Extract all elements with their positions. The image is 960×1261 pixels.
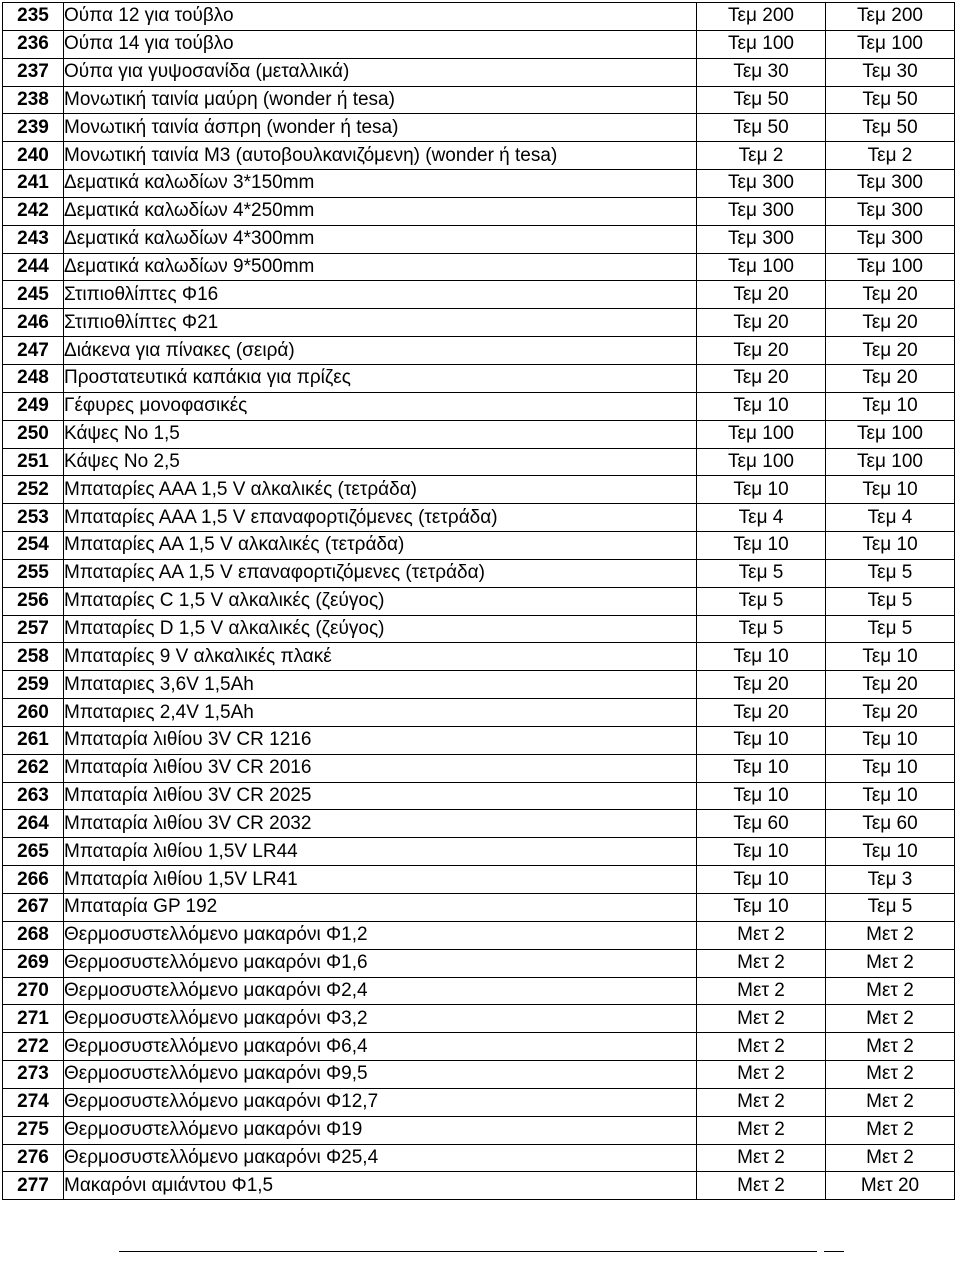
quantity-requested: Τεμ 10 bbox=[697, 476, 826, 504]
item-description: Μπαταρία λιθίου 3V CR 2032 bbox=[64, 810, 697, 838]
quantity-requested: Τεμ 10 bbox=[697, 782, 826, 810]
item-number: 265 bbox=[3, 838, 64, 866]
quantity-approved: Τεμ 10 bbox=[826, 643, 955, 671]
quantity-approved: Μετ 2 bbox=[826, 921, 955, 949]
table-row bbox=[3, 726, 955, 754]
quantity-requested: Τεμ 300 bbox=[697, 225, 826, 253]
item-number: 239 bbox=[3, 114, 64, 142]
quantity-approved: Μετ 2 bbox=[826, 977, 955, 1005]
quantity-requested: Τεμ 300 bbox=[697, 197, 826, 225]
item-number: 260 bbox=[3, 699, 64, 727]
item-description: Μονωτική ταινία μαύρη (wonder ή tesa) bbox=[64, 86, 697, 114]
quantity-approved: Τεμ 100 bbox=[826, 448, 955, 476]
item-number: 272 bbox=[3, 1033, 64, 1061]
table-row bbox=[3, 504, 955, 532]
table-row bbox=[3, 894, 955, 922]
quantity-approved: Τεμ 200 bbox=[826, 3, 955, 31]
quantity-requested: Τεμ 10 bbox=[697, 838, 826, 866]
quantity-requested: Τεμ 60 bbox=[697, 810, 826, 838]
item-description: Μακαρόνι αμιάντου Φ1,5 bbox=[64, 1172, 697, 1200]
item-description: Μπαταρία λιθίου 1,5V LR41 bbox=[64, 866, 697, 894]
signature-line-short bbox=[824, 1251, 844, 1252]
item-number: 237 bbox=[3, 58, 64, 86]
item-number: 254 bbox=[3, 532, 64, 560]
item-description: Δεματικά καλωδίων 3*150mm bbox=[64, 170, 697, 198]
item-number: 245 bbox=[3, 281, 64, 309]
item-number: 277 bbox=[3, 1172, 64, 1200]
item-description: Μπαταρία λιθίου 1,5V LR44 bbox=[64, 838, 697, 866]
item-description: Μπαταρίες ΑΑΑ 1,5 V αλκαλικές (τετράδα) bbox=[64, 476, 697, 504]
table-row bbox=[3, 392, 955, 420]
item-description: Θερμοσυστελλόμενο μακαρόνι Φ12,7 bbox=[64, 1088, 697, 1116]
item-description: Θερμοσυστελλόμενο μακαρόνι Φ3,2 bbox=[64, 1005, 697, 1033]
table-row bbox=[3, 643, 955, 671]
quantity-requested: Τεμ 10 bbox=[697, 866, 826, 894]
item-description: Θερμοσυστελλόμενο μακαρόνι Φ2,4 bbox=[64, 977, 697, 1005]
item-number: 266 bbox=[3, 866, 64, 894]
quantity-requested: Τεμ 200 bbox=[697, 3, 826, 31]
quantity-requested: Τεμ 20 bbox=[697, 337, 826, 365]
item-description: Θερμοσυστελλόμενο μακαρόνι Φ19 bbox=[64, 1116, 697, 1144]
table-row bbox=[3, 58, 955, 86]
item-number: 256 bbox=[3, 587, 64, 615]
item-description: Μπαταριες 3,6V 1,5Ah bbox=[64, 671, 697, 699]
table-row bbox=[3, 30, 955, 58]
item-number: 241 bbox=[3, 170, 64, 198]
item-number: 273 bbox=[3, 1061, 64, 1089]
table-row bbox=[3, 587, 955, 615]
quantity-requested: Τεμ 20 bbox=[697, 699, 826, 727]
quantity-requested: Τεμ 20 bbox=[697, 281, 826, 309]
item-description: Δεματικά καλωδίων 4*250mm bbox=[64, 197, 697, 225]
quantity-requested: Τεμ 2 bbox=[697, 142, 826, 170]
item-number: 259 bbox=[3, 671, 64, 699]
quantity-requested: Τεμ 10 bbox=[697, 643, 826, 671]
item-number: 246 bbox=[3, 309, 64, 337]
item-description: Μπαταρίες D 1,5 V αλκαλικές (ζεύγος) bbox=[64, 615, 697, 643]
table-row bbox=[3, 977, 955, 1005]
quantity-requested: Μετ 2 bbox=[697, 1033, 826, 1061]
quantity-approved: Μετ 2 bbox=[826, 1116, 955, 1144]
item-description: Μπαταρία λιθίου 3V CR 2025 bbox=[64, 782, 697, 810]
item-number: 240 bbox=[3, 142, 64, 170]
inventory-table-body bbox=[3, 3, 955, 1200]
quantity-requested: Τεμ 50 bbox=[697, 114, 826, 142]
table-row bbox=[3, 782, 955, 810]
quantity-requested: Μετ 2 bbox=[697, 1172, 826, 1200]
quantity-requested: Μετ 2 bbox=[697, 1005, 826, 1033]
quantity-requested: Τεμ 100 bbox=[697, 420, 826, 448]
inventory-table bbox=[2, 2, 955, 1200]
table-row bbox=[3, 3, 955, 31]
item-number: 267 bbox=[3, 894, 64, 922]
table-row bbox=[3, 86, 955, 114]
table-row bbox=[3, 142, 955, 170]
item-number: 263 bbox=[3, 782, 64, 810]
table-row bbox=[3, 1116, 955, 1144]
item-description: Θερμοσυστελλόμενο μακαρόνι Φ25,4 bbox=[64, 1144, 697, 1172]
table-row bbox=[3, 921, 955, 949]
quantity-approved: Μετ 2 bbox=[826, 949, 955, 977]
item-number: 276 bbox=[3, 1144, 64, 1172]
item-description: Στιπιοθλίπτες Φ21 bbox=[64, 309, 697, 337]
quantity-approved: Τεμ 10 bbox=[826, 392, 955, 420]
item-number: 275 bbox=[3, 1116, 64, 1144]
table-row bbox=[3, 1061, 955, 1089]
item-description: Ούπα 14 για τούβλο bbox=[64, 30, 697, 58]
quantity-approved: Τεμ 100 bbox=[826, 253, 955, 281]
quantity-requested: Τεμ 5 bbox=[697, 587, 826, 615]
quantity-requested: Τεμ 50 bbox=[697, 86, 826, 114]
quantity-requested: Τεμ 5 bbox=[697, 615, 826, 643]
item-number: 252 bbox=[3, 476, 64, 504]
quantity-requested: Τεμ 5 bbox=[697, 559, 826, 587]
item-description: Κάψες Νο 2,5 bbox=[64, 448, 697, 476]
item-number: 269 bbox=[3, 949, 64, 977]
quantity-requested: Τεμ 10 bbox=[697, 754, 826, 782]
quantity-approved: Τεμ 5 bbox=[826, 587, 955, 615]
item-description: Μπαταρίες ΑΑ 1,5 V επαναφορτιζόμενες (τετράδα) bbox=[64, 559, 697, 587]
quantity-approved: Τεμ 2 bbox=[826, 142, 955, 170]
table-row bbox=[3, 949, 955, 977]
quantity-requested: Τεμ 4 bbox=[697, 504, 826, 532]
item-number: 264 bbox=[3, 810, 64, 838]
quantity-approved: Μετ 2 bbox=[826, 1061, 955, 1089]
item-description: Διάκενα για πίνακες (σειρά) bbox=[64, 337, 697, 365]
quantity-approved: Τεμ 100 bbox=[826, 30, 955, 58]
quantity-requested: Μετ 2 bbox=[697, 1088, 826, 1116]
item-description: Θερμοσυστελλόμενο μακαρόνι Φ1,6 bbox=[64, 949, 697, 977]
item-description: Μπαταρίες C 1,5 V αλκαλικές (ζεύγος) bbox=[64, 587, 697, 615]
quantity-approved: Τεμ 50 bbox=[826, 86, 955, 114]
quantity-approved: Τεμ 10 bbox=[826, 726, 955, 754]
item-description: Μπαταρία λιθίου 3V CR 2016 bbox=[64, 754, 697, 782]
item-description: Μπαταρία GP 192 bbox=[64, 894, 697, 922]
item-number: 253 bbox=[3, 504, 64, 532]
item-number: 243 bbox=[3, 225, 64, 253]
table-row bbox=[3, 838, 955, 866]
quantity-approved: Τεμ 300 bbox=[826, 170, 955, 198]
quantity-requested: Μετ 2 bbox=[697, 921, 826, 949]
quantity-requested: Τεμ 10 bbox=[697, 726, 826, 754]
item-number: 247 bbox=[3, 337, 64, 365]
quantity-approved: Τεμ 5 bbox=[826, 559, 955, 587]
item-description: Μπαταρίες ΑΑ 1,5 V αλκαλικές (τετράδα) bbox=[64, 532, 697, 560]
quantity-approved: Τεμ 5 bbox=[826, 894, 955, 922]
quantity-approved: Τεμ 100 bbox=[826, 420, 955, 448]
quantity-approved: Τεμ 300 bbox=[826, 197, 955, 225]
item-description: Μονωτική ταινία άσπρη (wonder ή tesa) bbox=[64, 114, 697, 142]
quantity-requested: Μετ 2 bbox=[697, 977, 826, 1005]
quantity-approved: Μετ 2 bbox=[826, 1088, 955, 1116]
quantity-approved: Μετ 2 bbox=[826, 1144, 955, 1172]
quantity-approved: Τεμ 50 bbox=[826, 114, 955, 142]
item-description: Δεματικά καλωδίων 9*500mm bbox=[64, 253, 697, 281]
quantity-approved: Τεμ 10 bbox=[826, 782, 955, 810]
item-number: 238 bbox=[3, 86, 64, 114]
table-row bbox=[3, 420, 955, 448]
quantity-approved: Τεμ 30 bbox=[826, 58, 955, 86]
table-row bbox=[3, 1033, 955, 1061]
quantity-approved: Τεμ 10 bbox=[826, 838, 955, 866]
table-row bbox=[3, 615, 955, 643]
table-row bbox=[3, 281, 955, 309]
item-number: 244 bbox=[3, 253, 64, 281]
quantity-approved: Μετ 2 bbox=[826, 1005, 955, 1033]
quantity-approved: Τεμ 20 bbox=[826, 671, 955, 699]
item-description: Θερμοσυστελλόμενο μακαρόνι Φ9,5 bbox=[64, 1061, 697, 1089]
item-description: Μονωτική ταινία Μ3 (αυτοβουλκανιζόμενη) (wonder ή tesa) bbox=[64, 142, 697, 170]
item-description: Μπαταριες 2,4V 1,5Ah bbox=[64, 699, 697, 727]
quantity-approved: Τεμ 20 bbox=[826, 364, 955, 392]
quantity-approved: Μετ 2 bbox=[826, 1033, 955, 1061]
item-description: Δεματικά καλωδίων 4*300mm bbox=[64, 225, 697, 253]
table-row bbox=[3, 1088, 955, 1116]
table-row bbox=[3, 699, 955, 727]
item-description: Προστατευτικά καπάκια για πρίζες bbox=[64, 364, 697, 392]
quantity-requested: Μετ 2 bbox=[697, 949, 826, 977]
quantity-requested: Μετ 2 bbox=[697, 1061, 826, 1089]
table-row bbox=[3, 1005, 955, 1033]
quantity-requested: Τεμ 100 bbox=[697, 30, 826, 58]
table-row bbox=[3, 476, 955, 504]
quantity-requested: Τεμ 300 bbox=[697, 170, 826, 198]
table-row bbox=[3, 337, 955, 365]
item-number: 242 bbox=[3, 197, 64, 225]
table-row bbox=[3, 671, 955, 699]
table-row bbox=[3, 309, 955, 337]
item-number: 255 bbox=[3, 559, 64, 587]
quantity-approved: Τεμ 20 bbox=[826, 281, 955, 309]
table-row bbox=[3, 253, 955, 281]
quantity-approved: Τεμ 20 bbox=[826, 337, 955, 365]
quantity-requested: Τεμ 20 bbox=[697, 364, 826, 392]
item-description: Στιπιοθλίπτες Φ16 bbox=[64, 281, 697, 309]
table-row bbox=[3, 448, 955, 476]
quantity-requested: Τεμ 20 bbox=[697, 309, 826, 337]
quantity-requested: Τεμ 10 bbox=[697, 894, 826, 922]
table-row bbox=[3, 532, 955, 560]
item-number: 257 bbox=[3, 615, 64, 643]
item-description: Μπαταρίες 9 V αλκαλικές πλακέ bbox=[64, 643, 697, 671]
quantity-requested: Τεμ 30 bbox=[697, 58, 826, 86]
item-description: Γέφυρες μονοφασικές bbox=[64, 392, 697, 420]
item-number: 235 bbox=[3, 3, 64, 31]
table-row bbox=[3, 1144, 955, 1172]
item-description: Ούπα 12 για τούβλο bbox=[64, 3, 697, 31]
table-row bbox=[3, 1172, 955, 1200]
item-description: Κάψες Νο 1,5 bbox=[64, 420, 697, 448]
item-number: 268 bbox=[3, 921, 64, 949]
table-row bbox=[3, 170, 955, 198]
item-description: Μπαταρία λιθίου 3V CR 1216 bbox=[64, 726, 697, 754]
item-number: 250 bbox=[3, 420, 64, 448]
quantity-requested: Μετ 2 bbox=[697, 1144, 826, 1172]
quantity-requested: Τεμ 100 bbox=[697, 448, 826, 476]
table-row bbox=[3, 364, 955, 392]
item-number: 271 bbox=[3, 1005, 64, 1033]
item-number: 270 bbox=[3, 977, 64, 1005]
quantity-requested: Τεμ 10 bbox=[697, 392, 826, 420]
quantity-requested: Τεμ 100 bbox=[697, 253, 826, 281]
quantity-requested: Τεμ 10 bbox=[697, 532, 826, 560]
item-number: 251 bbox=[3, 448, 64, 476]
table-row bbox=[3, 225, 955, 253]
item-number: 261 bbox=[3, 726, 64, 754]
table-row bbox=[3, 754, 955, 782]
quantity-approved: Τεμ 3 bbox=[826, 866, 955, 894]
quantity-requested: Τεμ 20 bbox=[697, 671, 826, 699]
signature-line bbox=[119, 1251, 817, 1252]
item-description: Ούπα για γυψοσανίδα (μεταλλικά) bbox=[64, 58, 697, 86]
item-description: Μπαταρίες ΑΑΑ 1,5 V επαναφορτιζόμενες (τετράδα) bbox=[64, 504, 697, 532]
table-row bbox=[3, 197, 955, 225]
item-number: 274 bbox=[3, 1088, 64, 1116]
item-number: 236 bbox=[3, 30, 64, 58]
quantity-approved: Τεμ 10 bbox=[826, 754, 955, 782]
table-row bbox=[3, 866, 955, 894]
quantity-requested: Μετ 2 bbox=[697, 1116, 826, 1144]
item-description: Θερμοσυστελλόμενο μακαρόνι Φ1,2 bbox=[64, 921, 697, 949]
quantity-approved: Τεμ 60 bbox=[826, 810, 955, 838]
quantity-approved: Μετ 20 bbox=[826, 1172, 955, 1200]
quantity-approved: Τεμ 5 bbox=[826, 615, 955, 643]
item-number: 249 bbox=[3, 392, 64, 420]
item-number: 258 bbox=[3, 643, 64, 671]
item-number: 262 bbox=[3, 754, 64, 782]
quantity-approved: Τεμ 20 bbox=[826, 699, 955, 727]
table-row bbox=[3, 114, 955, 142]
quantity-approved: Τεμ 4 bbox=[826, 504, 955, 532]
quantity-approved: Τεμ 20 bbox=[826, 309, 955, 337]
quantity-approved: Τεμ 10 bbox=[826, 476, 955, 504]
quantity-approved: Τεμ 10 bbox=[826, 532, 955, 560]
table-row bbox=[3, 559, 955, 587]
item-number: 248 bbox=[3, 364, 64, 392]
quantity-approved: Τεμ 300 bbox=[826, 225, 955, 253]
table-row bbox=[3, 810, 955, 838]
item-description: Θερμοσυστελλόμενο μακαρόνι Φ6,4 bbox=[64, 1033, 697, 1061]
